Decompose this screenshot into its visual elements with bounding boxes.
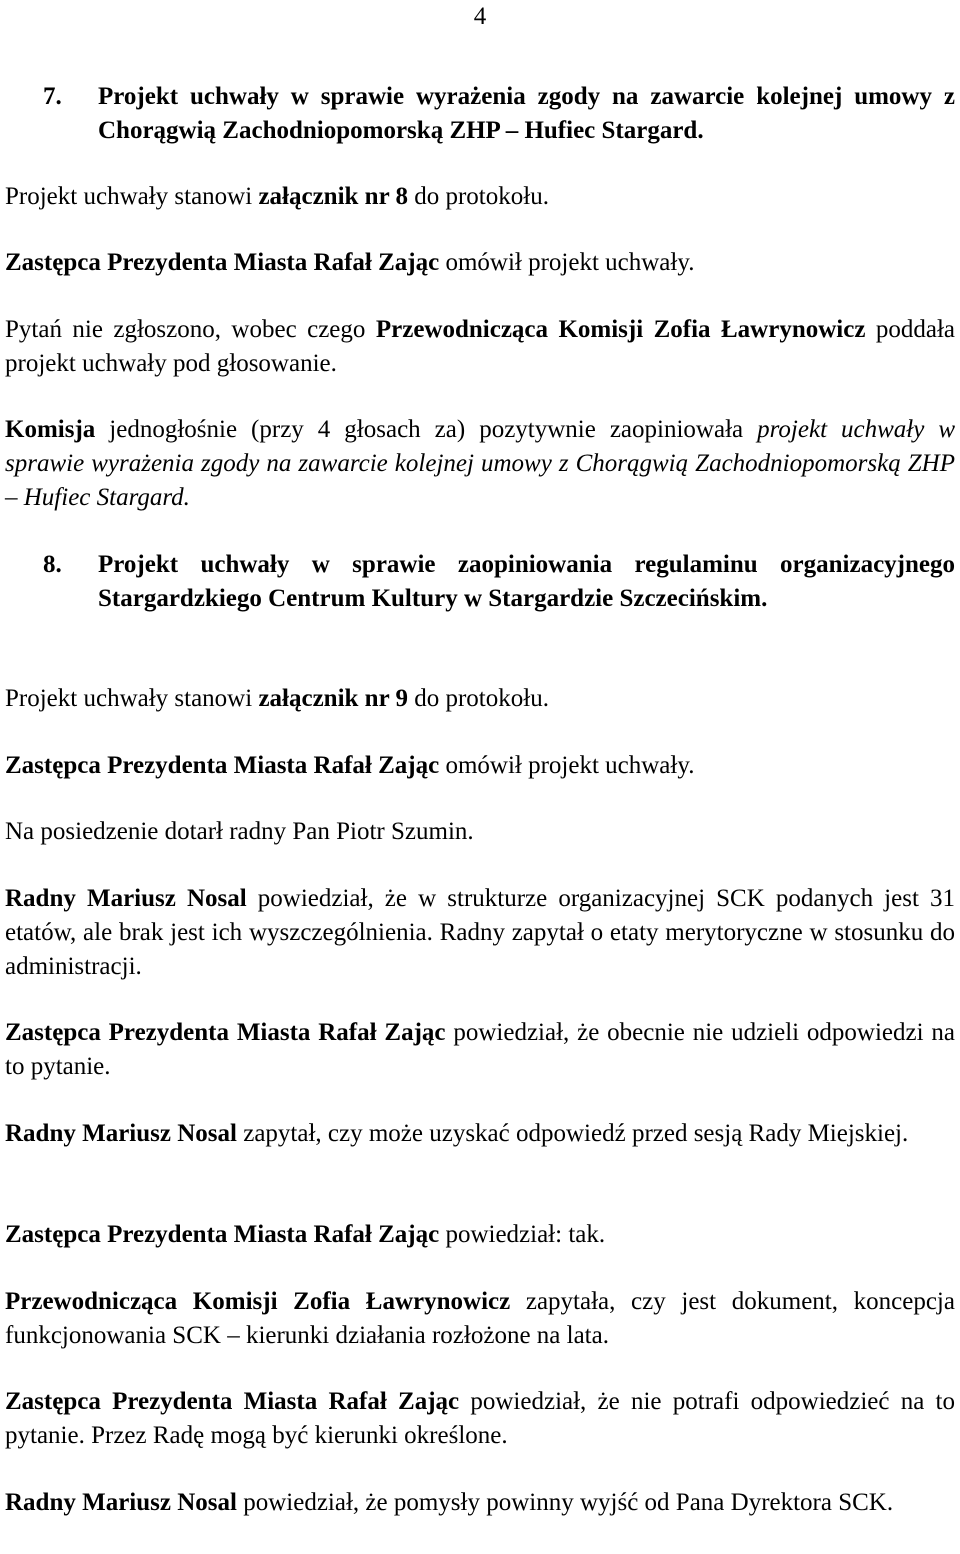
text-run: do protokołu.	[407, 685, 549, 712]
agenda-item-7-heading: 7. Projekt uchwały w sprawie wyrażenia zgody na zawarcie kolejnej umowy z Chorągwią Zachodniopomorską ZHP – Hufiec Stargard.	[5, 80, 955, 148]
paragraph-committee-opinion	[5, 413, 955, 515]
text-run: omówił projekt uchwały.	[439, 752, 695, 779]
agenda-item-title: Projekt uchwały w sprawie zaopiniowania regulaminu organizacyjnego Stargardzkiego Centrum Kultury w Stargardzie Szczecińskim.	[98, 551, 955, 612]
paragraph-deputy-mayor-yes	[5, 1218, 955, 1252]
text-run: Projekt uchwały stanowi	[5, 183, 259, 210]
speaker-name: Zastępca Prezydenta Miasta Rafał Zając	[5, 1388, 460, 1415]
text-run: powiedział, że obecnie nie udzieli odpowiedzi na to pytanie.	[5, 1019, 955, 1080]
speaker-name: Radny Mariusz Nosal	[5, 1120, 237, 1147]
resolution-title-italic: projekt uchwały w sprawie wyrażenia zgody na zawarcie kolejnej umowy z Chorągwią Zachodniopomorską ZHP – Hufiec Stargard.	[5, 416, 956, 511]
paragraph-deputy-mayor-discussed-2	[5, 749, 955, 783]
attachment-reference: załącznik nr 9	[258, 685, 408, 712]
speaker-name: Zastępca Prezydenta Miasta Rafał Zając	[5, 1221, 440, 1248]
speaker-name: Zastępca Prezydenta Miasta Rafał Zając	[5, 752, 440, 779]
text-run: do protokołu.	[407, 183, 549, 210]
paragraph-attachment-8	[5, 180, 955, 214]
committee-name: Komisja	[5, 416, 96, 443]
paragraph-nosal-staffing	[5, 882, 955, 984]
speaker-name: Zastępca Prezydenta Miasta Rafał Zając	[5, 249, 440, 276]
attachment-reference: załącznik nr 8	[258, 183, 408, 210]
paragraph-no-questions-vote	[5, 313, 955, 381]
agenda-item-title: Projekt uchwały w sprawie wyrażenia zgody na zawarcie kolejnej umowy z Chorągwią Zachodniopomorską ZHP – Hufiec Stargard.	[98, 83, 955, 144]
paragraph-deputy-mayor-discussed	[5, 246, 955, 280]
speaker-name: Radny Mariusz Nosal	[5, 1489, 237, 1516]
text-run: Projekt uchwały stanowi	[5, 685, 259, 712]
text-run: zapytała, czy jest dokument, koncepcja funkcjonowania SCK – kierunki działania rozłożone na lata.	[5, 1288, 955, 1349]
page-number: 4	[473, 3, 487, 30]
paragraph-nosal-answer-before-session	[5, 1117, 955, 1151]
text-run: omówił projekt uchwały.	[439, 249, 695, 276]
text-run: powiedział, że w strukturze organizacyjnej SCK podanych jest 31 etatów, ale brak jest ich wyszczególnienia. Radny zapytał o etaty merytoryczne w stosunku do administracji.	[5, 885, 955, 980]
text-run: zapytał, czy może uzyskać odpowiedź przed sesją Rady Miejskiej.	[236, 1120, 909, 1147]
paragraph-attachment-9	[5, 682, 955, 716]
paragraph-nosal-ideas-director	[5, 1486, 955, 1520]
text-run: Na posiedzenie dotarł radny Pan Piotr Szumin.	[5, 818, 474, 845]
agenda-item-8-heading: 8. Projekt uchwały w sprawie zaopiniowania regulaminu organizacyjnego Stargardzkiego Centrum Kultury w Stargardzie Szczecińskim.	[5, 548, 955, 616]
text-run: powiedział: tak.	[439, 1221, 606, 1248]
paragraph-councilor-arrived	[5, 815, 955, 849]
speaker-name: Przewodnicząca Komisji Zofia Ławrynowicz	[5, 1288, 511, 1315]
speaker-name: Radny Mariusz Nosal	[5, 885, 247, 912]
text-run: jednogłośnie (przy 4 głosach za) pozytywnie zaopiniowała	[95, 416, 758, 443]
text-run: Pytań nie zgłoszono, wobec czego	[5, 316, 376, 343]
text-run: powiedział, że pomysły powinny wyjść od Pana Dyrektora SCK.	[236, 1489, 894, 1516]
speaker-name: Przewodnicząca Komisji Zofia Ławrynowicz	[375, 316, 866, 343]
text-run: poddała projekt uchwały pod głosowanie.	[5, 316, 956, 377]
speaker-name: Zastępca Prezydenta Miasta Rafał Zając	[5, 1019, 446, 1046]
text-run: powiedział, że nie potrafi odpowiedzieć na to pytanie. Przez Radę mogą być kierunki określone.	[5, 1388, 955, 1449]
paragraph-deputy-mayor-cannot-answer	[5, 1385, 955, 1453]
paragraph-deputy-mayor-no-answer	[5, 1016, 955, 1084]
paragraph-chair-concept-question	[5, 1285, 955, 1353]
